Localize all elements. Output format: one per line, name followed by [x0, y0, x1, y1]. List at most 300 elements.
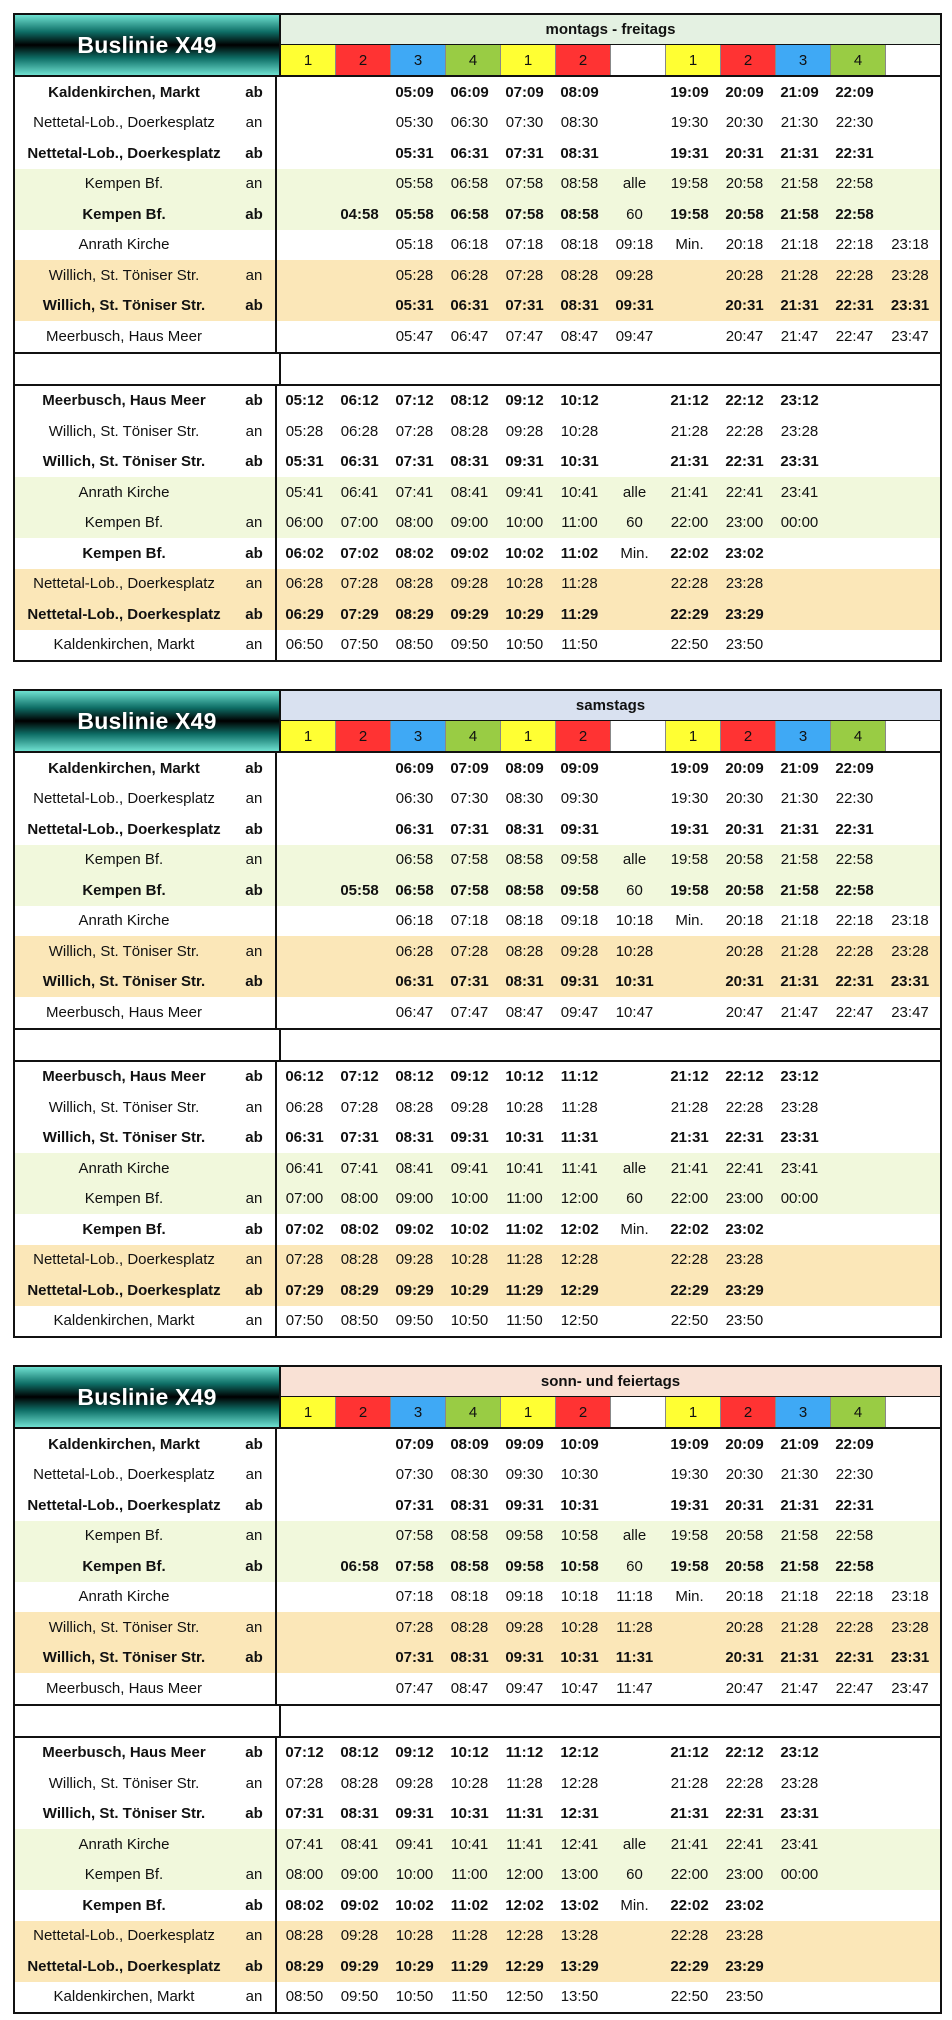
departure-time: 23:28 [780, 1098, 819, 1116]
table-row [15, 447, 940, 478]
departure-time: 09:12 [395, 1744, 434, 1762]
time-cells [277, 199, 940, 230]
arrival-departure-marker [233, 1829, 277, 1860]
stop-name: Meerbusch, Haus Meer [46, 327, 202, 345]
departure-time: 06:50 [285, 636, 324, 654]
departure-time: 20:28 [725, 942, 764, 960]
arrival-departure-marker: ab [233, 1551, 277, 1582]
stop-name: Willich, St. Töniser Str. [42, 1649, 206, 1667]
stop-name: Anrath Kirche [78, 236, 170, 254]
arrival-departure-marker: an [233, 845, 277, 876]
line-badge: 2 [556, 45, 611, 75]
arrival-departure-marker: an [233, 1982, 277, 2013]
time-cells [277, 1582, 940, 1613]
stop-name: Willich, St. Töniser Str. [48, 942, 200, 960]
departure-time: 10:31 [450, 1805, 489, 1823]
departure-time: 20:09 [725, 1435, 764, 1453]
table-row [15, 1643, 940, 1674]
departure-time: 22:00 [670, 514, 709, 532]
line-badge [611, 45, 666, 75]
departure-time: 22:12 [725, 1068, 764, 1086]
departure-time: 22:30 [835, 1466, 874, 1484]
time-cells [277, 447, 940, 478]
departure-time: 23:41 [780, 483, 819, 501]
departure-time: 08:30 [505, 790, 544, 808]
departure-time: 09:28 [560, 942, 599, 960]
table-row [15, 1153, 940, 1184]
departure-time: 10:28 [450, 1774, 489, 1792]
departure-time: 07:58 [450, 851, 489, 869]
line-badge: 2 [336, 721, 391, 751]
departure-time: 07:31 [450, 973, 489, 991]
departure-time: 23:28 [891, 942, 929, 960]
separator-left [15, 354, 281, 384]
departure-time: 12:28 [560, 1251, 599, 1269]
time-cells [277, 906, 940, 937]
departure-time: alle [622, 175, 647, 193]
departure-time: 11:12 [560, 1068, 599, 1086]
departure-time: 11:50 [561, 636, 598, 654]
departure-time: 20:18 [725, 912, 764, 930]
line-badge: 1 [666, 721, 721, 751]
departure-time: 21:31 [670, 1805, 709, 1823]
departure-time: 08:31 [505, 820, 544, 838]
time-cells [277, 1982, 940, 2013]
departure-time: 21:28 [780, 266, 819, 284]
departure-time: 21:58 [780, 205, 819, 223]
departure-time: 60 [626, 1866, 643, 1884]
departure-time: 22:30 [835, 790, 874, 808]
table-row [15, 1890, 940, 1921]
table-row [15, 936, 940, 967]
departure-time: 10:00 [505, 514, 544, 532]
departure-time: 11:28 [506, 1774, 543, 1792]
time-cells [277, 875, 940, 906]
departure-time: 06:47 [450, 327, 489, 345]
time-cells [277, 1490, 940, 1521]
stop-name: Anrath Kirche [78, 1159, 170, 1177]
departure-time: 11:00 [561, 514, 598, 532]
departure-time: 07:18 [505, 236, 544, 254]
departure-time: 06:28 [450, 266, 489, 284]
arrival-departure-marker: ab [233, 77, 277, 108]
departure-time: 09:02 [395, 1220, 434, 1238]
arrival-departure-marker: ab [233, 1643, 277, 1674]
departure-time: 21:58 [780, 881, 819, 899]
arrival-departure-marker: an [233, 936, 277, 967]
arrival-departure-marker: an [233, 260, 277, 291]
departure-time: 11:18 [616, 1588, 653, 1606]
departure-time: 09:31 [560, 820, 599, 838]
departure-time: 07:28 [340, 575, 379, 593]
header-right [281, 691, 940, 751]
departure-time: 23:00 [725, 514, 764, 532]
departure-time: 10:31 [560, 453, 599, 471]
departure-time: 08:09 [560, 83, 599, 101]
departure-time: 21:28 [670, 422, 709, 440]
arrival-departure-marker: ab [233, 447, 277, 478]
departure-time: 22:47 [835, 1003, 874, 1021]
time-cells [277, 1643, 940, 1674]
departure-time: 07:28 [285, 1774, 324, 1792]
departure-time: 23:28 [780, 422, 819, 440]
departure-time: 05:58 [395, 205, 434, 223]
departure-time: 22:47 [835, 1679, 874, 1697]
departure-time: 07:50 [340, 636, 379, 654]
departure-time: 20:58 [725, 881, 764, 899]
departure-time: 11:31 [560, 1129, 599, 1147]
arrival-departure-marker: an [233, 1184, 277, 1215]
departure-time: alle [622, 1527, 647, 1545]
departure-time: 09:58 [505, 1557, 544, 1575]
departure-time: 60 [626, 1557, 643, 1575]
departure-time: 11:02 [560, 544, 599, 562]
stop-name: Meerbusch, Haus Meer [42, 392, 206, 410]
departure-time: 13:29 [560, 1957, 599, 1975]
departure-time: 19:09 [670, 83, 709, 101]
departure-time: 00:00 [780, 1866, 819, 1884]
direction-separator [15, 352, 940, 386]
departure-time: 06:41 [340, 483, 379, 501]
departure-time: 22:28 [670, 575, 709, 593]
departure-time: 06:31 [395, 973, 434, 991]
table-row [15, 1951, 940, 1982]
departure-time: 08:28 [450, 1618, 489, 1636]
arrival-departure-marker: ab [233, 538, 277, 569]
departure-time: 07:31 [340, 1129, 379, 1147]
table-row [15, 508, 940, 539]
departure-time: 22:31 [835, 973, 874, 991]
departure-time: 10:50 [395, 1988, 434, 2006]
table-row [15, 108, 940, 139]
time-cells [277, 1612, 940, 1643]
line-badge: 1 [666, 1397, 721, 1427]
departure-time: 60 [626, 514, 643, 532]
departure-time: 12:02 [560, 1220, 599, 1238]
stop-name: Nettetal-Lob., Doerkesplatz [27, 820, 221, 838]
departure-time: 22:50 [670, 1988, 709, 2006]
departure-time: 20:31 [725, 1649, 764, 1667]
departure-time: 09:50 [450, 636, 489, 654]
departure-time: 05:09 [395, 83, 434, 101]
departure-time: 11:28 [561, 1098, 598, 1116]
departure-time: 09:28 [450, 1098, 489, 1116]
departure-time: 21:28 [670, 1098, 709, 1116]
departure-time: 10:31 [615, 973, 654, 991]
departure-time: 21:31 [780, 820, 819, 838]
departure-time: 07:28 [340, 1098, 379, 1116]
departure-time: 06:28 [395, 942, 434, 960]
departure-time: 20:28 [725, 1618, 764, 1636]
departure-time: 12:28 [560, 1774, 599, 1792]
stop-name: Kaldenkirchen, Markt [53, 1312, 195, 1330]
departure-time: 08:28 [285, 1927, 324, 1945]
departure-time: 20:58 [725, 205, 764, 223]
departure-time: 10:28 [560, 1618, 599, 1636]
departure-time: 22:02 [670, 1896, 709, 1914]
arrival-departure-marker: ab [233, 1214, 277, 1245]
departure-time: 12:00 [505, 1866, 544, 1884]
stop-name: Nettetal-Lob., Doerkesplatz [27, 1957, 221, 1975]
departure-time: 10:28 [505, 575, 544, 593]
departure-time: 10:18 [560, 1588, 599, 1606]
stop-name: Kempen Bf. [84, 1866, 164, 1884]
departure-time: 09:30 [560, 790, 599, 808]
stop-name: Anrath Kirche [78, 483, 170, 501]
departure-time: 08:28 [340, 1774, 379, 1792]
departure-time: 07:58 [395, 1527, 434, 1545]
departure-time: 22:09 [835, 1435, 874, 1453]
departure-time: 09:00 [340, 1866, 379, 1884]
departure-time: 07:31 [505, 144, 544, 162]
departure-time: 23:18 [891, 236, 929, 254]
departure-time: 07:29 [285, 1281, 324, 1299]
departure-time: 20:58 [725, 851, 764, 869]
departure-time: 06:28 [285, 1098, 324, 1116]
table-row [15, 1673, 940, 1704]
table-row [15, 1275, 940, 1306]
departure-time: 22:00 [670, 1866, 709, 1884]
departure-time: 23:47 [891, 1679, 929, 1697]
arrival-departure-marker: an [233, 784, 277, 815]
departure-time: 60 [626, 1190, 643, 1208]
departure-time: 08:09 [505, 759, 544, 777]
departure-time: 19:30 [670, 790, 709, 808]
departure-time: 11:47 [616, 1679, 653, 1697]
arrival-departure-marker: ab [233, 753, 277, 784]
time-cells [277, 599, 940, 630]
direction-separator [15, 1704, 940, 1738]
time-cells [277, 1551, 940, 1582]
stop-name: Willich, St. Töniser Str. [48, 266, 200, 284]
departure-time: 08:29 [285, 1957, 324, 1975]
departure-time: Min. [620, 1896, 649, 1914]
arrival-departure-marker: ab [233, 1490, 277, 1521]
departure-time: 23:02 [725, 1220, 764, 1238]
table-row [15, 1799, 940, 1830]
departure-time: 23:29 [725, 605, 764, 623]
time-cells [277, 386, 940, 417]
departure-time: 21:58 [780, 1527, 819, 1545]
departure-time: 23:31 [890, 973, 930, 991]
stop-name: Kaldenkirchen, Markt [48, 1435, 200, 1453]
departure-time: 22:12 [725, 1744, 764, 1762]
departure-time: 23:31 [780, 1129, 819, 1147]
departure-time: 06:09 [450, 83, 489, 101]
departure-time: 08:58 [560, 175, 599, 193]
departure-time: 11:02 [505, 1220, 544, 1238]
departure-time: 10:28 [560, 422, 599, 440]
departure-time: 07:47 [450, 1003, 489, 1021]
departure-time: 22:12 [725, 392, 764, 410]
departure-time: 23:28 [780, 1774, 819, 1792]
departure-time: 21:58 [780, 1557, 819, 1575]
departure-time: 07:30 [450, 790, 489, 808]
departure-time: 07:09 [395, 1435, 434, 1453]
departure-time: 08:41 [450, 483, 489, 501]
departure-time: 10:29 [450, 1281, 489, 1299]
departure-time: 10:00 [450, 1190, 489, 1208]
departure-time: 07:09 [505, 83, 544, 101]
departure-time: 07:02 [340, 544, 379, 562]
departure-time: 08:58 [505, 851, 544, 869]
departure-time: 12:02 [505, 1896, 544, 1914]
arrival-departure-marker: an [233, 569, 277, 600]
line-badge: 4 [446, 1397, 501, 1427]
stop-name: Kempen Bf. [84, 1527, 164, 1545]
departure-time: 11:12 [505, 1744, 544, 1762]
line-badge: 3 [776, 721, 831, 751]
stop-name: Willich, St. Töniser Str. [48, 1098, 200, 1116]
departure-time: 23:28 [891, 266, 929, 284]
table-row [15, 291, 940, 322]
time-cells [277, 1921, 940, 1952]
table-row [15, 1860, 940, 1891]
departure-time: 08:28 [340, 1251, 379, 1269]
departure-time: 05:18 [395, 236, 434, 254]
departure-time: 07:12 [340, 1068, 379, 1086]
departure-time: 07:30 [505, 114, 544, 132]
stop-name: Meerbusch, Haus Meer [42, 1068, 206, 1086]
departure-time: 21:28 [670, 1774, 709, 1792]
line-badge: 1 [501, 45, 556, 75]
line-badge: 3 [391, 1397, 446, 1427]
line-number-strip [281, 1397, 940, 1427]
table-row [15, 1582, 940, 1613]
departure-time: 10:31 [560, 1496, 599, 1514]
table-row [15, 538, 940, 569]
stop-name: Kaldenkirchen, Markt [53, 1988, 195, 2006]
departure-time: 23:41 [780, 1835, 819, 1853]
departure-time: 07:31 [285, 1805, 324, 1823]
departure-time: 60 [626, 205, 643, 223]
departure-time: Min. [675, 236, 704, 254]
departure-time: 08:30 [450, 1466, 489, 1484]
departure-time: 07:30 [395, 1466, 434, 1484]
table-row [15, 1829, 940, 1860]
departure-time: 09:29 [395, 1281, 434, 1299]
departure-time: 06:47 [395, 1003, 434, 1021]
departure-time: 10:02 [505, 544, 544, 562]
departure-time: 22:58 [835, 851, 874, 869]
departure-time: 08:31 [395, 1129, 434, 1147]
stop-name: Meerbusch, Haus Meer [42, 1744, 206, 1762]
table-row [15, 1521, 940, 1552]
time-cells [277, 1799, 940, 1830]
departure-time: 22:28 [835, 1618, 874, 1636]
line-badge-filler [886, 45, 940, 75]
arrival-departure-marker: an [233, 1460, 277, 1491]
departure-time: 22:18 [835, 1588, 874, 1606]
departure-time: 23:50 [725, 1988, 764, 2006]
departure-time: 10:12 [450, 1744, 489, 1762]
departure-time: 07:31 [450, 820, 489, 838]
stop-name: Nettetal-Lob., Doerkesplatz [33, 1927, 215, 1945]
time-cells [277, 1951, 940, 1982]
departure-time: 07:50 [285, 1312, 324, 1330]
departure-time: 08:28 [505, 942, 544, 960]
departure-time: 11:29 [560, 605, 599, 623]
departure-time: 08:29 [395, 605, 434, 623]
table-row [15, 599, 940, 630]
departure-time: 09:47 [505, 1679, 544, 1697]
departure-time: Min. [675, 912, 704, 930]
departure-time: 07:29 [340, 605, 379, 623]
departure-time: Min. [620, 544, 649, 562]
arrival-departure-marker [233, 477, 277, 508]
departure-time: 10:02 [395, 1896, 434, 1914]
stop-name: Kempen Bf. [84, 1190, 164, 1208]
departure-time: 23:50 [725, 1312, 764, 1330]
table-row [15, 1092, 940, 1123]
departure-time: 07:58 [505, 175, 544, 193]
time-cells [277, 753, 940, 784]
table-row [15, 1490, 940, 1521]
departure-time: 08:50 [395, 636, 434, 654]
departure-time: 12:31 [560, 1805, 599, 1823]
departure-time: alle [622, 1835, 647, 1853]
departure-time: 22:58 [835, 205, 874, 223]
time-cells [277, 321, 940, 352]
departure-time: 23:29 [725, 1281, 764, 1299]
stop-name: Anrath Kirche [78, 1835, 170, 1853]
departure-time: 09:28 [395, 1251, 434, 1269]
departure-time: 23:28 [891, 1618, 929, 1636]
departure-time: 05:28 [395, 266, 434, 284]
arrival-departure-marker [233, 997, 277, 1028]
departure-time: 23:31 [780, 1805, 819, 1823]
line-badge: 1 [501, 1397, 556, 1427]
stop-name: Meerbusch, Haus Meer [46, 1679, 202, 1697]
departure-time: 08:28 [560, 266, 599, 284]
departure-time: 19:58 [670, 851, 709, 869]
departure-time: 19:09 [670, 1435, 709, 1453]
header-right [281, 15, 940, 75]
stop-name: Willich, St. Töniser Str. [42, 453, 206, 471]
departure-time: 20:09 [725, 759, 764, 777]
line-badge: 2 [336, 1397, 391, 1427]
departure-time: 08:02 [285, 1896, 324, 1914]
departure-time: 21:31 [780, 973, 819, 991]
line-badge: 3 [776, 1397, 831, 1427]
departure-time: 21:47 [780, 327, 819, 345]
arrival-departure-marker: an [233, 630, 277, 661]
departure-time: 07:28 [285, 1251, 324, 1269]
time-cells [277, 1275, 940, 1306]
timetable-header [15, 1367, 940, 1429]
line-badge: 4 [831, 721, 886, 751]
departure-time: 10:18 [615, 912, 654, 930]
line-badge: 2 [721, 721, 776, 751]
departure-time: 11:00 [506, 1190, 543, 1208]
departure-time: 11:29 [450, 1957, 489, 1975]
departure-time: 06:30 [450, 114, 489, 132]
departure-time: 10:50 [505, 636, 544, 654]
departure-time: 22:29 [670, 1957, 709, 1975]
departure-time: 06:29 [285, 605, 324, 623]
arrival-departure-marker: ab [233, 967, 277, 998]
departure-time: 22:00 [670, 1190, 709, 1208]
departure-time: 10:41 [450, 1835, 489, 1853]
departure-time: 23:28 [725, 575, 764, 593]
departure-time: 19:09 [670, 759, 709, 777]
departure-time: 10:29 [505, 605, 544, 623]
table-row [15, 416, 940, 447]
table-row [15, 77, 940, 108]
arrival-departure-marker: ab [233, 138, 277, 169]
departure-time: 22:41 [725, 483, 764, 501]
departure-time: 06:31 [395, 820, 434, 838]
